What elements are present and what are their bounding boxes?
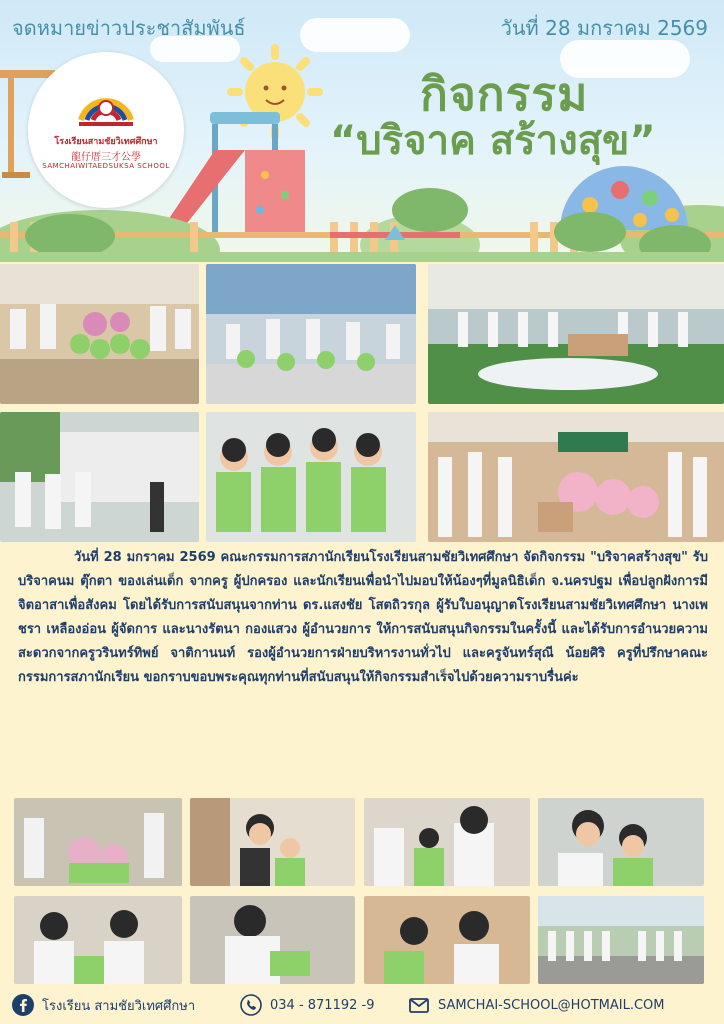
email-address: SAMCHAI-SCHOOL@HOTMAIL.COM [438, 997, 665, 1013]
school-emblem-icon [73, 72, 139, 132]
logo-name-chinese: 龍仔厝三才公學 [71, 152, 141, 163]
header-banner [0, 0, 724, 262]
activity-photo [428, 412, 724, 542]
activity-photo [0, 412, 199, 542]
facebook-link[interactable] [12, 994, 195, 1016]
phone-link[interactable] [240, 994, 375, 1016]
facebook-page-name: โรงเรียน สามชัยวิเทศศึกษา [42, 998, 196, 1014]
activity-photo [190, 798, 355, 886]
facebook-icon [12, 994, 34, 1016]
activity-photo [14, 896, 182, 984]
activity-photo [538, 896, 704, 984]
issue-date: วันที่ 28 มกราคม 2569 [500, 16, 708, 40]
activity-photo [364, 896, 530, 984]
school-logo [28, 52, 184, 208]
logo-name-english: SAMCHAIWITAEDSUKSA SCHOOL [42, 162, 170, 170]
activity-photo [206, 412, 416, 542]
newsletter-label: จดหมายข่าวประชาสัมพันธ์ [12, 16, 246, 40]
phone-number: 034 - 871192 -9 [270, 997, 375, 1013]
activity-photo [0, 264, 199, 404]
activity-photo [190, 896, 355, 984]
logo-name-thai: โรงเรียนสามชัยวิเทศศึกษา [54, 137, 158, 147]
activity-photo [428, 264, 724, 404]
activity-photo [538, 798, 704, 886]
article-body: วันที่ 28 มกราคม 2569 คณะกรรมการสภานักเรียนโรงเรียนสามชัยวิเทศศึกษา จัดกิจกรรม "บริจาคสร้างสุข" รับบริจาคนม ตุ๊กตา ของเล่นเด็ก จากครู ผู้ปกครอง และนักเรียนเพื่อนำไปมอบให้น้องๆที่มูลนิธิเด็ก จ.นครปฐม เพื่อปลูกฝังการมีจิตอาสาเพื่อสังคม โดยได้รับการสนับสนุนจากท่าน ดร.แสงชัย โสตถิวรกุล ผู้รับใบอนุญาตโรงเรียนสามชัยวิเทศศึกษา นางเพชรา เหลืองอ่อน ผู้จัดการ และนางรัตนา กองแสวง ผู้อำนวยการ ให้การสนับสนุนกิจกรรมในครั้งนี้ และได้รับการอำนวยความสะดวกจากครูวรินทร์ทิพย์ จาติกานนท์ รองผู้อำนวยการฝ่ายบริหารงานทั่วไป และครูจันทร์สุณี น้อยศิริ ครูที่ปรึกษาคณะกรรมการสภานักเรียน ขอกราบขอบพระคุณทุกท่านที่สนับสนุนให้กิจกรรมสำเร็จไปด้วยความราบรื่นค่ะ [18, 550, 708, 685]
phone-icon [240, 994, 262, 1016]
mail-icon [408, 994, 430, 1016]
title-line-2: “บริจาค สร้างสุข” [330, 118, 656, 164]
activity-photo [206, 264, 416, 404]
footer-contact [0, 984, 724, 1024]
email-link[interactable] [408, 994, 664, 1016]
title-line-1: กิจกรรม [420, 67, 589, 121]
activity-photo [364, 798, 530, 886]
activity-photo [14, 798, 182, 886]
